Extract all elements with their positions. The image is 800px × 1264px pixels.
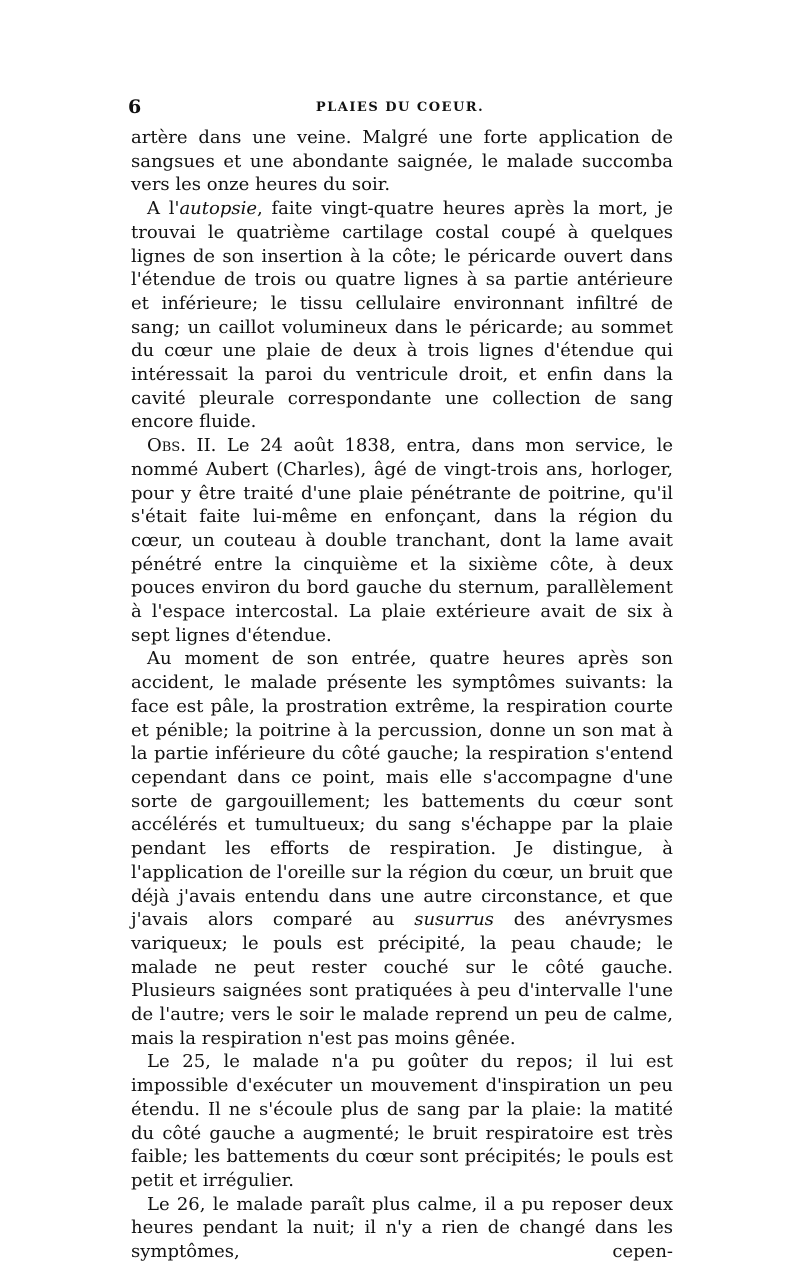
paragraph-symptoms (131, 647, 673, 1050)
paragraph-day-26 (131, 1193, 673, 1264)
page-number: 6 (128, 96, 142, 118)
susurrus-italic: susurrus (414, 909, 494, 931)
paragraph-1-text: artère dans une veine. Malgré une forte application de sangsues et une abondante saignée, le malade succomba vers les onze heures du soir. (131, 127, 673, 196)
paragraph-1 (131, 126, 673, 197)
page-header (128, 96, 672, 122)
running-head: PLAIES DU COEUR. (315, 100, 485, 115)
symptoms-text: des anévrysmes variqueux; le pouls est précipité, la peau chaude; le malade ne peut rester couché sur le côté gauche. Plusieurs saignées sont pratiquées à peu d'intervalle l'une de l'autre; vers le soir le malade reprend un peu de calme, mais la respiration n'est pas moins gênée. (131, 909, 673, 1049)
paragraph-day-25 (131, 1050, 673, 1192)
day-26-text: Le 26, le malade paraît plus calme, il a pu reposer deux heures pendant la nuit; il n'y a rien de changé dans les symptômes, cepen- (131, 1193, 673, 1263)
observation-2-text: Le 24 août 1838, entra, dans mon service, le nommé Aubert (Charles), âgé de vingt-trois ans, horloger, pour y être traité d'une plaie pénétrante de poitrine, qu'il s'était faite lui-même en enfonçant, dans la région du cœur, un couteau à double tranchant, dont la lame avait pénétré entre la cinquième et la sixième côte, à deux pouces environ du bord gauche du sternum, parallèlement à l'espace intercostal. La plaie extérieure avait de six à sept lignes d'étendue. (131, 435, 673, 646)
day-25-text: Le 25, le malade n'a pu goûter du repos; il lui est impossible d'exécuter un mouvement d'inspiration un peu étendu. Il ne s'écoule plus de sang par la plaie: la matité du côté gauche a augmenté; le bruit respiratoire est très faible; les battements du cœur sont précipités; le pouls est petit et irrégulier. (131, 1051, 673, 1191)
autopsie-italic: autopsie (179, 198, 258, 220)
body-text (131, 126, 673, 1264)
paragraph-autopsie (131, 197, 673, 434)
observation-label: Obs. II. (147, 435, 217, 457)
symptoms-prefix: Au moment de son entrée, quatre heures après son accident, le malade présente les symptômes suivants: la face est pâle, la prostration extrême, la respiration courte et pénible; la poitrine à la percussion, donne un son mat à la partie inférieure du côté gauche; la respiration s'entend cependant dans ce point, mais elle s'accompagne d'une sorte de gargouillement; les battements du cœur sont accélérés et tumultueux; du sang s'échappe par la plaie pendant les efforts de respiration. Je distingue, à l'application de l'oreille sur la région du cœur, un bruit que déjà j'avais entendu dans une autre circonstance, et que j'avais alors comparé au (131, 648, 673, 931)
paragraph-observation-2 (131, 434, 673, 647)
autopsie-text: , faite vingt-quatre heures après la mort, je trouvai le quatrième cartilage costal coupé à quelques lignes de son insertion à la côte; le péricarde ouvert dans l'étendue de trois ou quatre lignes à sa partie antérieure et inférieure; le tissu cellulaire environnant infiltré de sang; un caillot volumineux dans le péricarde; au sommet du cœur une plaie de deux à trois lignes d'étendue qui intéressait la paroi du ventricule droit, et enfin dans la cavité pleurale correspondante une collection de sang encore fluide. (131, 198, 673, 433)
autopsie-prefix: A l' (147, 198, 180, 220)
